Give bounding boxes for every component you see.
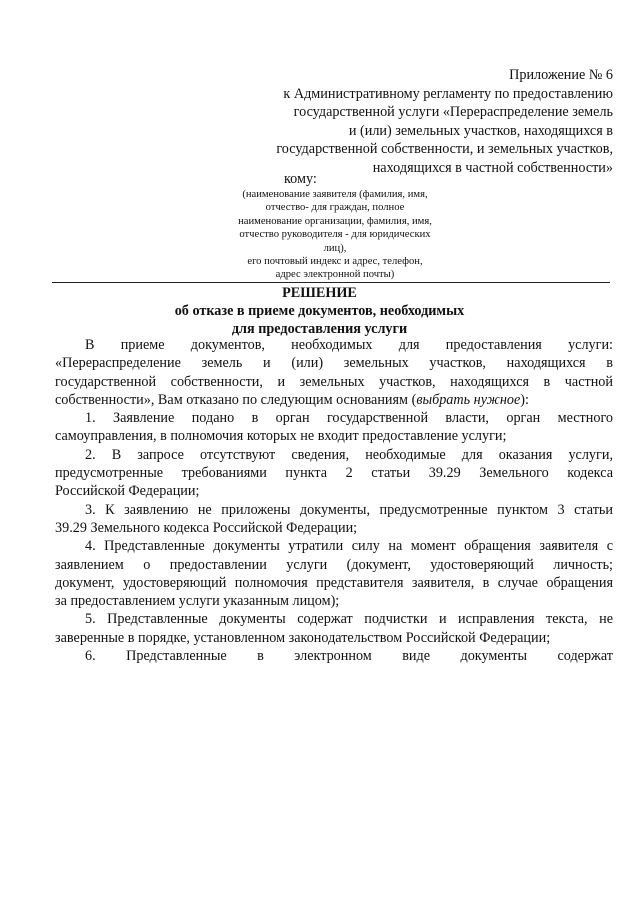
- appendix-line: к Административному регламенту по предоставлению: [283, 85, 613, 102]
- reason-4: 4. Представленные документы утратили силу на момент обращения заявителя с: [85, 538, 613, 555]
- intro-line: [55, 391, 613, 409]
- appendix-line: государственной собственности, и земельных участков,: [276, 141, 613, 157]
- intro-emphasis: выбрать нужное: [416, 391, 521, 408]
- intro-line: В приеме документов, необходимых для предоставления услуги:: [85, 337, 613, 353]
- appendix-number: Приложение № 6: [509, 67, 613, 83]
- reason-2-cont: предусмотренные требованиями пункта 2 статьи 39.29 Земельного кодекса: [55, 465, 613, 482]
- reason-5-cont: заверенные в порядке, установленном законодательством Российской Федерации;: [55, 629, 551, 646]
- reason-4-cont: заявлением о предоставлении услуги (документ, удостоверяющий личность;: [55, 556, 613, 573]
- divider-line: [52, 282, 610, 283]
- appendix-header: [276, 66, 613, 177]
- recipient-hint: [222, 188, 448, 282]
- reason-5: 5. Представленные документы содержат подчистки и исправления текста, не: [85, 611, 613, 628]
- recipient-hint-line: отчество- для граждан, полное: [265, 202, 405, 214]
- reason-3: 3. К заявлению не приложены документы, предусмотренные пунктом 3 статьи: [85, 501, 613, 518]
- recipient-hint-line: отчество руководителя - для юридических: [239, 229, 431, 241]
- decision-title: РЕШЕНИЕ: [282, 285, 357, 301]
- recipient-hint-line: (наименование заявителя (фамилия, имя,: [242, 189, 428, 200]
- intro-line: государственной собственности, и земельных участков, находящихся в частной: [55, 373, 613, 390]
- recipient-hint-line: адрес электронной почты): [275, 269, 395, 281]
- appendix-line: и (или) земельных участков, находящихся в: [348, 122, 613, 139]
- recipient-hint-line: лиц),: [323, 242, 347, 254]
- decision-subtitle: для предоставления услуги: [231, 321, 408, 337]
- recipient-to-label: кому:: [284, 171, 317, 187]
- decision-subtitle: об отказе в приеме документов, необходимых: [174, 303, 465, 319]
- reason-2-cont: Российской Федерации;: [55, 483, 200, 500]
- reason-4-cont: документ, удостоверяющий полномочия представителя заявителя, в случае обращения: [55, 574, 613, 591]
- reason-4-cont: за предоставлением услуги указанным лицом);: [55, 593, 340, 610]
- decision-body: [55, 336, 613, 665]
- reason-2: 2. В запросе отсутствуют сведения, необходимые для оказания услуги,: [85, 446, 613, 463]
- reason-6: 6. Представленные в электронном виде документы содержат: [85, 648, 613, 665]
- recipient-hint-line: его почтовый индекс и адрес, телефон,: [247, 256, 423, 268]
- recipient-hint-line: наименование организации, фамилия, имя,: [238, 215, 432, 227]
- reason-1: 1. Заявление подано в орган государственной власти, орган местного: [85, 410, 613, 427]
- appendix-line: находящихся в частной собственности»: [372, 159, 613, 176]
- appendix-line: государственной услуги «Перераспределение земель: [293, 104, 613, 120]
- intro-text: собственности», Вам отказано по следующим основаниям (: [55, 391, 417, 408]
- intro-line: «Перераспределение земель и (или) земельных участков, находящихся в: [55, 355, 613, 372]
- reason-1-cont: самоуправления, в полномочия которых не входит предоставление услуги;: [55, 428, 507, 445]
- reason-3-cont: 39.29 Земельного кодекса Российской Федерации;: [55, 519, 358, 536]
- intro-text: ):: [520, 391, 529, 408]
